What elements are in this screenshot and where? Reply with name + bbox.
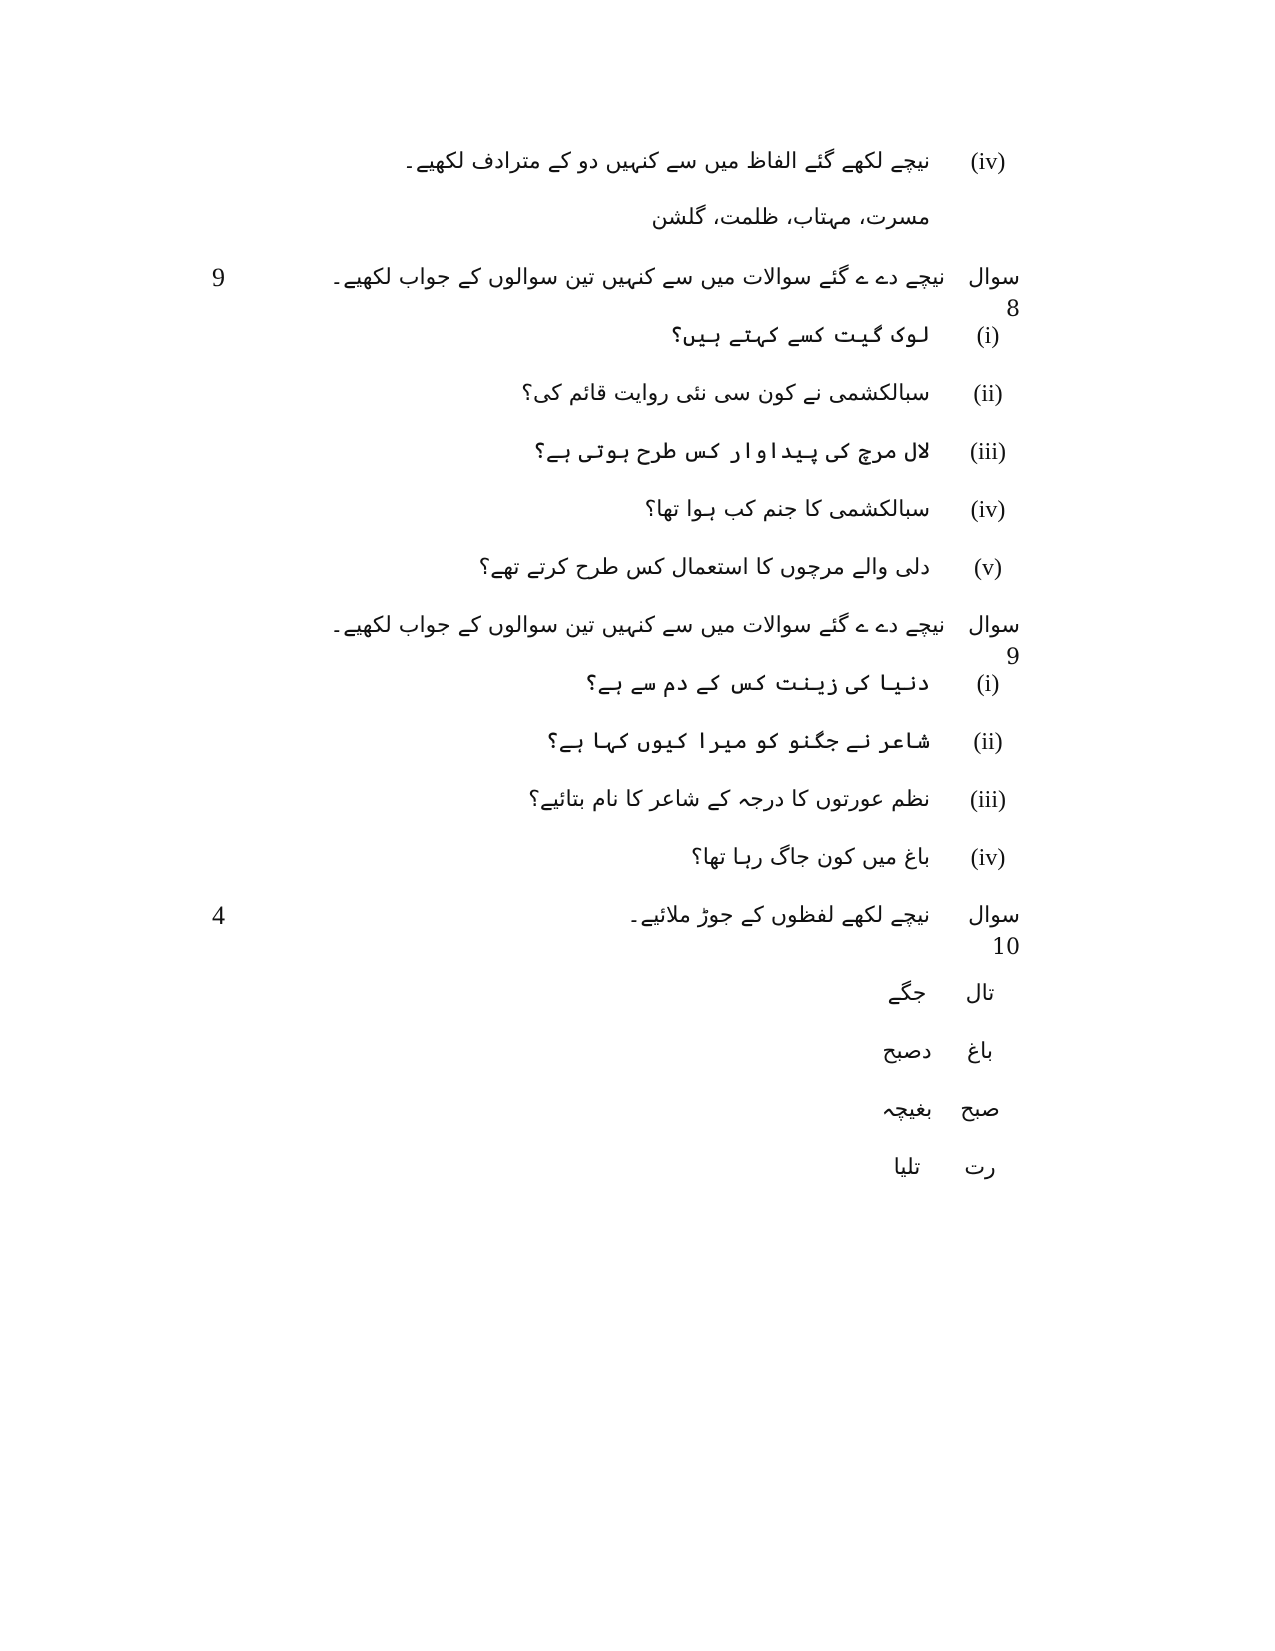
q7-iv-text: نیچے لکھے گئے الفاظ میں سے کنہیں دو کے مترادف لکھیے۔ — [402, 149, 930, 174]
match-left-word: صبح — [960, 1097, 1000, 1122]
q9-item-number: (iii) — [970, 787, 1006, 813]
q8-item-text: سبالکشمی کا جنم کب ہوا تھا؟ — [644, 497, 930, 522]
q8-item-text: دلی والے مرچوں کا استعمال کس طرح کرتے تھے؟ — [478, 555, 930, 580]
match-right-word: تلیا — [893, 1155, 921, 1180]
q9-instruction: نیچے دے ے گئے سوالات میں سے کنہیں تین سوالوں کے جواب لکھیے۔ — [330, 613, 945, 638]
q9-item-number: (iv) — [970, 845, 1006, 871]
q9-item-text: دنیا کی زینت کس کے دم سے ہے؟ — [584, 671, 930, 696]
q9-item-text: شاعر نے جگنو کو میرا کیوں کہا ہے؟ — [545, 729, 930, 754]
match-right-word: بغیچہ — [881, 1097, 933, 1122]
q9-item-number: (ii) — [973, 729, 1003, 755]
q8-marks: 9 — [212, 263, 225, 292]
q9-item-text: نظم عورتوں کا درجہ کے شاعر کا نام بتائیے؟ — [528, 787, 930, 812]
match-left-word: تال — [965, 981, 995, 1006]
q7-iv-number: (iv) — [970, 149, 1006, 175]
q8-item-number: (iv) — [970, 497, 1006, 523]
q8-item-number: (i) — [976, 323, 1000, 349]
q8-item-text: لوک گیت کسے کہتے ہیں؟ — [669, 323, 930, 348]
q9-label: سوال 9 — [968, 613, 1020, 670]
q10-instruction: نیچے لکھے لفظوں کے جوڑ ملائیے۔ — [627, 903, 930, 928]
q9-item-text: باغ میں کون جاگ رہا تھا؟ — [691, 845, 930, 870]
q10-label: سوال 10 — [968, 903, 1020, 960]
q8-label: سوال 8 — [968, 265, 1020, 322]
match-right-word: جگے — [887, 981, 927, 1006]
match-left-word: رت — [964, 1155, 996, 1180]
q8-item-text: لال مرچ کی پیداوار کس طرح ہوتی ہے؟ — [533, 439, 930, 464]
q8-item-number: (v) — [974, 555, 1002, 581]
match-right-word: دصبح — [882, 1039, 932, 1064]
q7-iv-words: مسرت، مہتاب، ظلمت، گلشن — [651, 205, 930, 230]
match-left-word: باغ — [967, 1039, 993, 1064]
q8-item-number: (ii) — [973, 381, 1003, 407]
q8-instruction: نیچے دے ے گئے سوالات میں سے کنہیں تین سوالوں کے جواب لکھیے۔ — [330, 265, 945, 290]
q10-marks: 4 — [212, 901, 225, 930]
q8-item-text: سبالکشمی نے کون سی نئی روایت قائم کی؟ — [521, 381, 930, 406]
q8-item-number: (iii) — [970, 439, 1006, 465]
q9-item-number: (i) — [976, 671, 1000, 697]
